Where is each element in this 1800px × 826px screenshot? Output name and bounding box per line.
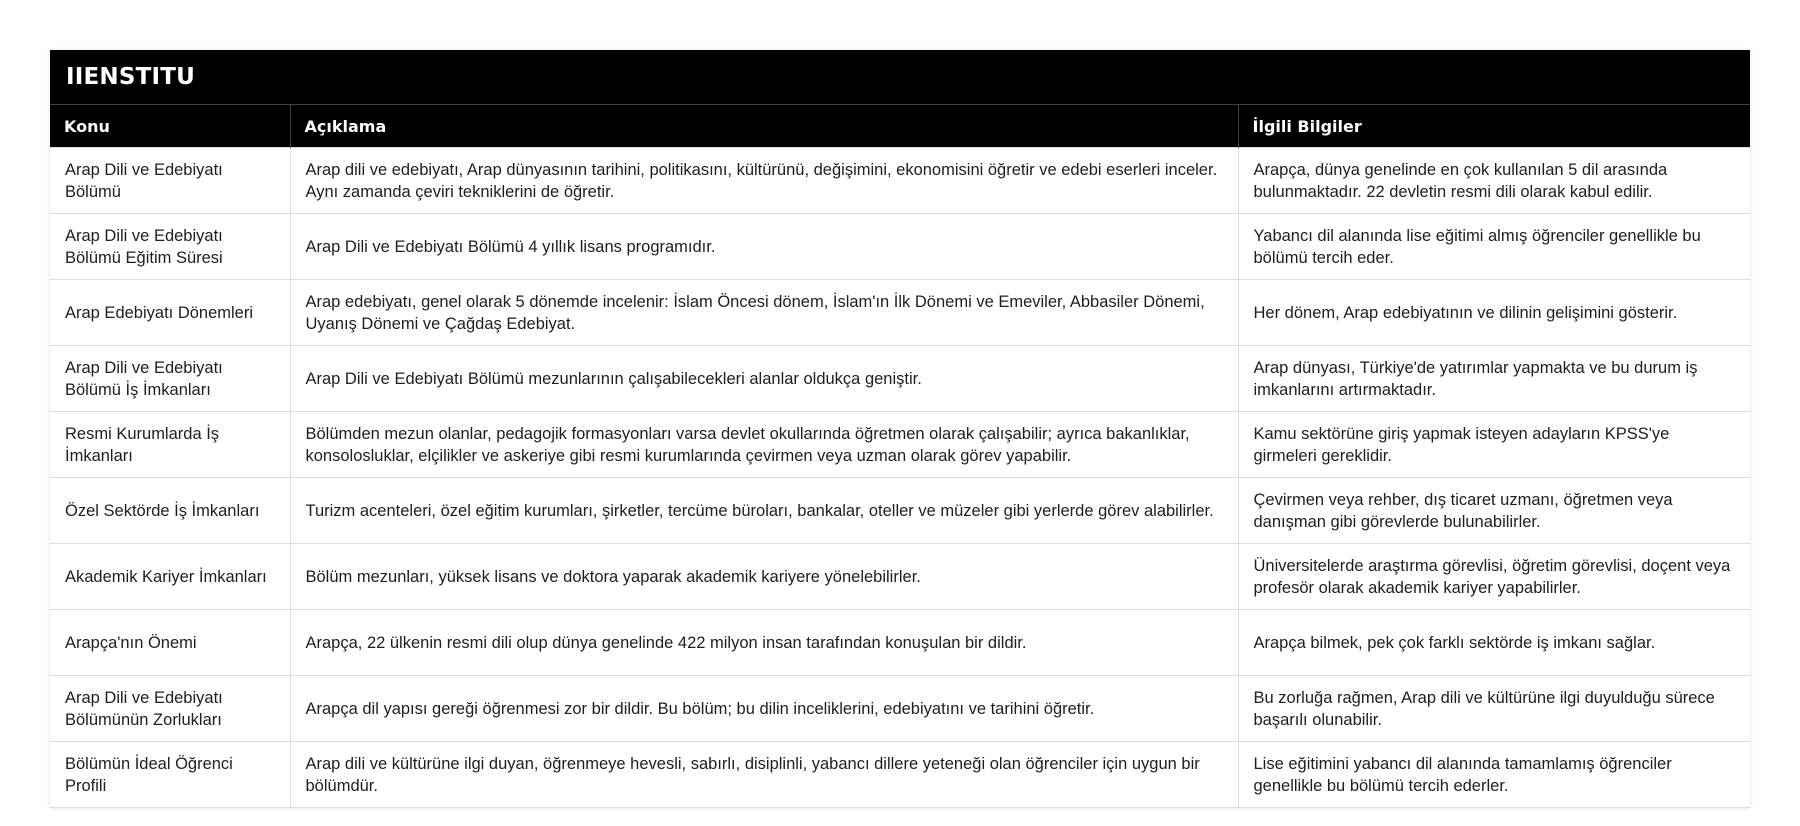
cell-topic: Arap Dili ve Edebiyatı Bölümü Eğitim Süresi [50, 214, 290, 280]
cell-topic: Resmi Kurumlarda İş İmkanları [50, 412, 290, 478]
column-header-description: Açıklama [290, 105, 1238, 148]
cell-topic: Arap Dili ve Edebiyatı Bölümü [50, 148, 290, 214]
cell-description: Arap edebiyatı, genel olarak 5 dönemde incelenir: İslam Öncesi dönem, İslam'ın İlk Dönemi ve Emeviler, Abbasiler Dönemi, Uyanış Dönemi ve Çağdaş Edebiyat. [290, 280, 1238, 346]
table-row [50, 148, 1750, 214]
table-header-row [50, 105, 1750, 148]
cell-topic: Akademik Kariyer İmkanları [50, 544, 290, 610]
info-table [50, 104, 1750, 808]
cell-info: Arap dünyası, Türkiye'de yatırımlar yapmakta ve bu durum iş imkanlarını artırmaktadır. [1238, 346, 1750, 412]
cell-info: Yabancı dil alanında lise eğitimi almış öğrenciler genellikle bu bölümü tercih eder. [1238, 214, 1750, 280]
cell-description: Arapça dil yapısı gereği öğrenmesi zor bir dildir. Bu bölüm; bu dilin inceliklerini, edebiyatını ve tarihini öğretir. [290, 676, 1238, 742]
table-row [50, 280, 1750, 346]
info-table-container [50, 50, 1750, 808]
cell-description: Arap Dili ve Edebiyatı Bölümü 4 yıllık lisans programıdır. [290, 214, 1238, 280]
cell-info: Çevirmen veya rehber, dış ticaret uzmanı, öğretmen veya danışman gibi görevlerde bulunabilirler. [1238, 478, 1750, 544]
cell-topic: Özel Sektörde İş İmkanları [50, 478, 290, 544]
cell-info: Arapça, dünya genelinde en çok kullanılan 5 dil arasında bulunmaktadır. 22 devletin resmi dili olarak kabul edilir. [1238, 148, 1750, 214]
table-row [50, 676, 1750, 742]
cell-info: Bu zorluğa rağmen, Arap dili ve kültürüne ilgi duyulduğu sürece başarılı olunabilir. [1238, 676, 1750, 742]
cell-info: Arapça bilmek, pek çok farklı sektörde iş imkanı sağlar. [1238, 610, 1750, 676]
table-row [50, 346, 1750, 412]
cell-topic: Arap Dili ve Edebiyatı Bölümünün Zorlukları [50, 676, 290, 742]
cell-info: Kamu sektörüne giriş yapmak isteyen adayların KPSS'ye girmeleri gereklidir. [1238, 412, 1750, 478]
column-header-info: İlgili Bilgiler [1238, 105, 1750, 148]
column-header-topic: Konu [50, 105, 290, 148]
cell-info: Her dönem, Arap edebiyatının ve dilinin gelişimini gösterir. [1238, 280, 1750, 346]
cell-topic: Arap Dili ve Edebiyatı Bölümü İş İmkanları [50, 346, 290, 412]
cell-description: Arap dili ve edebiyatı, Arap dünyasının tarihini, politikasını, kültürünü, değişimini, ekonomisini öğretir ve edebi eserleri inceler. Aynı zamanda çeviri tekniklerini de öğretir. [290, 148, 1238, 214]
table-row [50, 412, 1750, 478]
cell-description: Arap dili ve kültürüne ilgi duyan, öğrenmeye hevesli, sabırlı, disiplinli, yabancı dillere yeteneği olan öğrenciler için uygun bir bölümdür. [290, 742, 1238, 808]
cell-topic: Arap Edebiyatı Dönemleri [50, 280, 290, 346]
table-row [50, 610, 1750, 676]
table-row [50, 742, 1750, 808]
table-row [50, 214, 1750, 280]
table-row [50, 544, 1750, 610]
cell-description: Turizm acenteleri, özel eğitim kurumları, şirketler, tercüme büroları, bankalar, oteller ve müzeler gibi yerlerde görev alabilirler. [290, 478, 1238, 544]
cell-topic: Bölümün İdeal Öğrenci Profili [50, 742, 290, 808]
brand-header [50, 50, 1750, 104]
cell-description: Bölümden mezun olanlar, pedagojik formasyonları varsa devlet okullarında öğretmen olarak çalışabilir; ayrıca bakanlıklar, konsolosluklar, elçilikler ve askeriye gibi resmi kurumlarında çevirmen veya uzman olarak görev yapabilir. [290, 412, 1238, 478]
cell-info: Üniversitelerde araştırma görevlisi, öğretim görevlisi, doçent veya profesör olarak akademik kariyer yapabilirler. [1238, 544, 1750, 610]
brand-title: IIENSTITU [66, 64, 196, 90]
table-row [50, 478, 1750, 544]
cell-description: Arapça, 22 ülkenin resmi dili olup dünya genelinde 422 milyon insan tarafından konuşulan bir dildir. [290, 610, 1238, 676]
cell-info: Lise eğitimini yabancı dil alanında tamamlamış öğrenciler genellikle bu bölümü tercih ederler. [1238, 742, 1750, 808]
cell-description: Arap Dili ve Edebiyatı Bölümü mezunlarının çalışabilecekleri alanlar oldukça geniştir. [290, 346, 1238, 412]
cell-description: Bölüm mezunları, yüksek lisans ve doktora yaparak akademik kariyere yönelebilirler. [290, 544, 1238, 610]
cell-topic: Arapça'nın Önemi [50, 610, 290, 676]
